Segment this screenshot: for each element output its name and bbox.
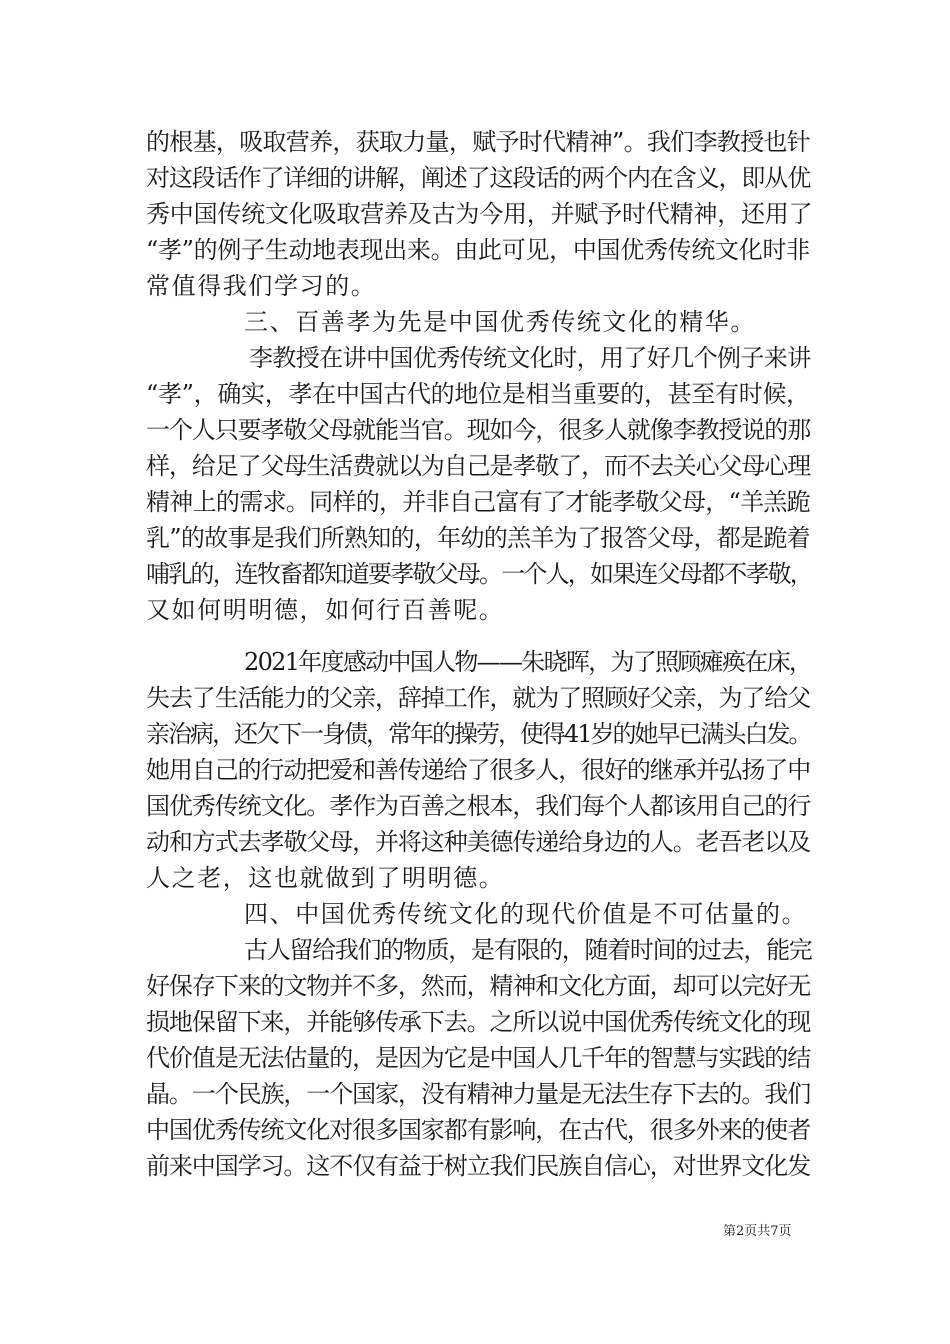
text-line: 亲治病，还欠下一身债，常年的操劳，使得41岁的她早已满头白发。 — [146, 720, 811, 748]
text-line: 代价值是无法估量的，是因为它是中国人几千年的智慧与实践的结 — [146, 1044, 811, 1072]
text-line: 人之老，这也就做到了明明德。 — [146, 864, 505, 892]
text-line: 她用自己的行动把爱和善传递给了很多人，很好的继承并弘扬了中 — [146, 756, 811, 784]
text-line: 失去了生活能力的父亲，辞掉工作，就为了照顾好父亲，为了给父 — [146, 684, 811, 712]
text-line: 对这段话作了详细的讲解，阐述了这段话的两个内在含义，即从优 — [146, 164, 811, 192]
text-line: 的根基，吸取营养，获取力量，赋予时代精神”。我们李教授也针 — [146, 128, 810, 156]
text-line: 好保存下来的文物并不多，然而，精神和文化方面，却可以完好无 — [146, 972, 811, 1000]
text-line: 中国优秀传统文化对很多国家都有影响，在古代，很多外来的使者 — [146, 1116, 811, 1144]
section-heading-3: 三、百善孝为先是中国优秀传统文化的精华。 — [244, 308, 756, 336]
text-line: “孝”，确实，孝在中国古代的地位是相当重要的，甚至有时候， — [146, 380, 810, 408]
paragraph-start: 2021年度感动中国人物——朱晓晖，为了照顾瘫痪在床， — [244, 648, 812, 676]
text-line: 乳”的故事是我们所熟知的，年幼的羔羊为了报答父母，都是跪着 — [146, 524, 810, 552]
text-line: 损地保留下来，并能够传承下去。之所以说中国优秀传统文化的现 — [146, 1008, 811, 1036]
text-line: 晶。一个民族，一个国家，没有精神力量是无法生存下去的。我们 — [146, 1080, 811, 1108]
paragraph-start: 古人留给我们的物质，是有限的，随着时间的过去，能完 — [244, 936, 812, 964]
text-line: 哺乳的，连牧畜都知道要孝敬父母。一个人，如果连父母都不孝敬， — [146, 560, 812, 588]
text-line: 前来中国学习。这不仅有益于树立我们民族自信心，对世界文化发 — [146, 1152, 811, 1180]
page-number: 第2页共7页 — [723, 1224, 792, 1239]
text-line: “孝”的例子生动地表现出来。由此可见，中国优秀传统文化时非 — [146, 236, 810, 264]
text-line: 一个人只要孝敬父母就能当官。现如今，很多人就像李教授说的那 — [146, 416, 811, 444]
text-line: 常值得我们学习的。 — [146, 272, 377, 300]
paragraph-start: 李教授在讲中国优秀传统文化时，用了好几个例子来讲 — [249, 344, 811, 372]
text-line: 秀中国传统文化吸取营养及古为今用，并赋予时代精神，还用了 — [146, 200, 813, 228]
text-line: 动和方式去孝敬父母，并将这种美德传递给身边的人。老吾老以及 — [146, 828, 811, 856]
text-line: 国优秀传统文化。孝作为百善之根本，我们每个人都该用自己的行 — [146, 792, 811, 820]
text-line: 精神上的需求。同样的，并非自己富有了才能孝敬父母，“羊羔跪 — [146, 488, 810, 516]
text-line: 又如何明明德，如何行百善呢。 — [146, 596, 505, 624]
section-heading-4: 四、中国优秀传统文化的现代价值是不可估量的。 — [244, 900, 808, 928]
text-line: 样，给足了父母生活费就以为自己是孝敬了，而不去关心父母心理 — [146, 452, 811, 480]
